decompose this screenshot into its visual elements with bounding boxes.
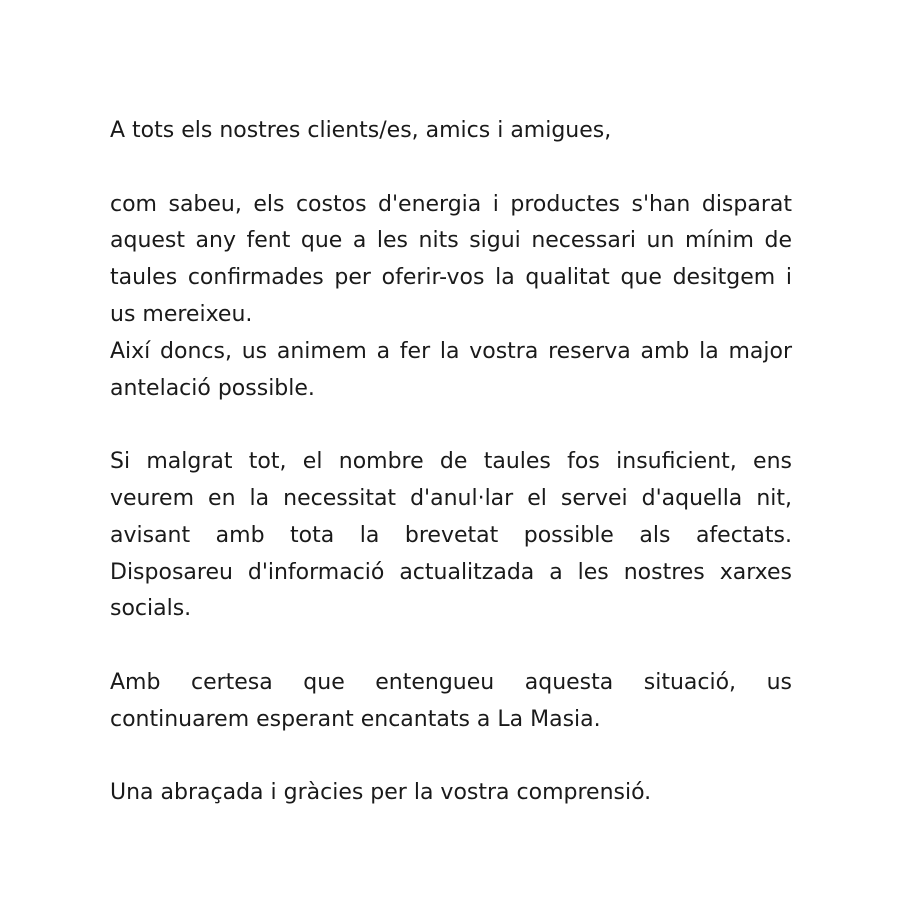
paragraph-spacer bbox=[110, 739, 792, 776]
closing-line: Una abraçada i gràcies per la vostra comprensió. bbox=[110, 780, 652, 806]
paragraph-reservation-advice: Així doncs, us animem a fer la vostra reserva amb la major antelació possible. bbox=[110, 338, 792, 401]
letter-body bbox=[110, 113, 792, 812]
paragraph-spacer bbox=[110, 150, 792, 187]
paragraph-energy-costs: com sabeu, els costos d'energia i productes s'han disparat aquest any fent que a les nits sigui necessari un mínim de taules confirmades per oferir-vos la qualitat que desitgem i us mereixeu. bbox=[110, 191, 792, 327]
paragraph-spacer bbox=[110, 628, 792, 665]
greeting: A tots els nostres clients/es, amics i amigues, bbox=[110, 118, 612, 143]
paragraph-spacer bbox=[110, 407, 792, 444]
paragraph-understanding: Amb certesa que entengueu aquesta situació, us continuarem esperant encantats a La Masia. bbox=[110, 669, 792, 732]
paragraph-cancellation-notice: Si malgrat tot, el nombre de taules fos insuficient, ens veurem en la necessitat d'anul·lar el servei d'aquella nit, avisant amb tota la brevetat possible als afectats. Disposareu d'informació actualitzada a les nostres xarxes socials. bbox=[110, 449, 792, 622]
